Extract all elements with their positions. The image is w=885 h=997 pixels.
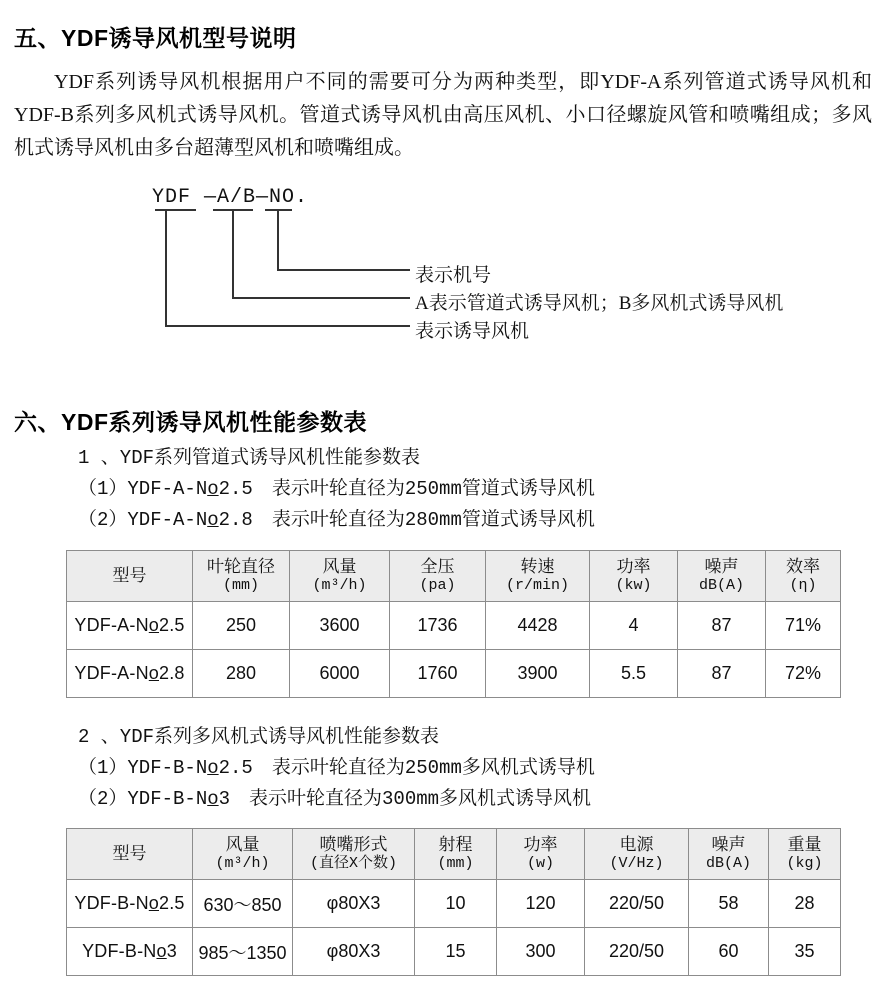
table2-col-nozzle-type: 喷嘴形式 (直径X个数) xyxy=(293,829,415,880)
cell-air-volume: 3600 xyxy=(290,602,390,650)
diagram-label-machine-no: 表示机号 xyxy=(415,265,492,286)
cell-noise: 58 xyxy=(689,880,769,928)
cell-noise: 87 xyxy=(678,602,766,650)
cell-impeller-diameter: 280 xyxy=(193,650,290,698)
cell-air-volume: 630～850 xyxy=(193,880,293,928)
cell-power-supply: 220/50 xyxy=(585,928,689,976)
item-suffix: 2.8 表示叶轮直径为280mm管道式诱导风机 xyxy=(218,509,595,531)
table2-col-power: 功率 (w) xyxy=(497,829,585,880)
cell-noise: 60 xyxy=(689,928,769,976)
table2-col-power-supply: 电源 (V/Hz) xyxy=(585,829,689,880)
cell-efficiency: 71% xyxy=(766,602,841,650)
cell-nozzle-type: φ80X3 xyxy=(293,880,415,928)
cell-air-volume: 6000 xyxy=(290,650,390,698)
subsection-2-title: 2 、YDF系列多风机式诱导风机性能参数表 xyxy=(78,726,440,748)
table2-col-weight: 重量 (kg) xyxy=(769,829,841,880)
table-row xyxy=(67,928,841,976)
cell-speed: 4428 xyxy=(486,602,590,650)
leader-line-machine-no xyxy=(278,210,410,270)
subsection-1-title: 1 、YDF系列管道式诱导风机性能参数表 xyxy=(78,447,421,469)
table2-col-noise: 噪声 dB(A) xyxy=(689,829,769,880)
cell-total-pressure: 1736 xyxy=(390,602,486,650)
table1-col-speed: 转速 (r/min) xyxy=(486,551,590,602)
cell-nozzle-type: φ80X3 xyxy=(293,928,415,976)
subsection-2-item-2 xyxy=(78,784,595,815)
cell-weight: 35 xyxy=(769,928,841,976)
item-suffix: 2.5 表示叶轮直径为250mm多风机式诱导机 xyxy=(218,757,595,779)
table-row xyxy=(67,650,841,698)
subsection-2-text xyxy=(78,722,595,815)
table-row xyxy=(67,602,841,650)
subsection-1-item-1 xyxy=(78,474,595,505)
cell-power-supply: 220/50 xyxy=(585,880,689,928)
table2-col-air-volume: 风量 (m³/h) xyxy=(193,829,293,880)
table1-col-model: 型号 xyxy=(67,551,193,602)
cell-power: 300 xyxy=(497,928,585,976)
item-underlined-o: o xyxy=(207,509,219,531)
subsection-1-item-2 xyxy=(78,505,595,536)
cell-noise: 87 xyxy=(678,650,766,698)
table2-col-model: 型号 xyxy=(67,829,193,880)
cell-model: YDF-A-No2.5 xyxy=(67,602,193,650)
item-underlined-o: o xyxy=(207,478,219,500)
cell-power: 4 xyxy=(590,602,678,650)
table2-col-range: 射程 (mm) xyxy=(415,829,497,880)
performance-table-duct-type xyxy=(66,550,841,698)
table-header-row xyxy=(67,551,841,602)
item-suffix: 2.5 表示叶轮直径为250mm管道式诱导风机 xyxy=(218,478,595,500)
table1-col-air-volume: 风量 (m³/h) xyxy=(290,551,390,602)
table1-col-impeller-diameter: 叶轮直径 (mm) xyxy=(193,551,290,602)
table1-col-total-pressure: 全压 (pa) xyxy=(390,551,486,602)
cell-speed: 3900 xyxy=(486,650,590,698)
cell-total-pressure: 1760 xyxy=(390,650,486,698)
table-row xyxy=(67,880,841,928)
cell-model: YDF-B-No2.5 xyxy=(67,880,193,928)
item-suffix: 3 表示叶轮直径为300mm多风机式诱导风机 xyxy=(218,788,592,810)
table1-col-efficiency: 效率 (η) xyxy=(766,551,841,602)
leader-line-ydf xyxy=(166,210,410,326)
cell-model: YDF-A-No2.8 xyxy=(67,650,193,698)
cell-impeller-diameter: 250 xyxy=(193,602,290,650)
subsection-1-text xyxy=(78,443,595,536)
section-6-heading: 六、YDF系列诱导风机性能参数表 xyxy=(14,409,367,435)
diagram-label-ab-type: A表示管道式诱导风机；B多风机式诱导风机 xyxy=(415,293,784,314)
cell-power: 5.5 xyxy=(590,650,678,698)
cell-model: YDF-B-No3 xyxy=(67,928,193,976)
model-code-text: YDF —A/B—NO. xyxy=(152,186,309,209)
item-prefix: （2）YDF-B-N xyxy=(78,788,208,810)
cell-power: 120 xyxy=(497,880,585,928)
cell-air-volume: 985～1350 xyxy=(193,928,293,976)
item-prefix: （1）YDF-A-N xyxy=(78,478,208,500)
item-underlined-o: o xyxy=(207,757,219,779)
item-prefix: （1）YDF-B-N xyxy=(78,757,208,779)
table1-col-noise: 噪声 dB(A) xyxy=(678,551,766,602)
diagram-label-ydf: 表示诱导风机 xyxy=(415,321,530,342)
leader-line-ab-type xyxy=(233,210,410,298)
cell-range: 10 xyxy=(415,880,497,928)
item-prefix: （2）YDF-A-N xyxy=(78,509,208,531)
cell-range: 15 xyxy=(415,928,497,976)
section-5-paragraph: YDF系列诱导风机根据用户不同的需要可分为两种类型，即YDF-A系列管道式诱导风机和YDF-B系列多风机式诱导风机。管道式诱导风机由高压风机、小口径螺旋风管和喷嘴组成；多风机式诱导风机由多台超薄型风机和喷嘴组成。 xyxy=(14,71,872,159)
cell-efficiency: 72% xyxy=(766,650,841,698)
cell-weight: 28 xyxy=(769,880,841,928)
performance-table-multi-fan-type xyxy=(66,828,841,976)
subsection-2-item-1 xyxy=(78,753,595,784)
table1-col-power: 功率 (kw) xyxy=(590,551,678,602)
section-5-heading: 五、YDF诱导风机型号说明 xyxy=(14,25,297,51)
table-header-row xyxy=(67,829,841,880)
item-underlined-o: o xyxy=(207,788,219,810)
